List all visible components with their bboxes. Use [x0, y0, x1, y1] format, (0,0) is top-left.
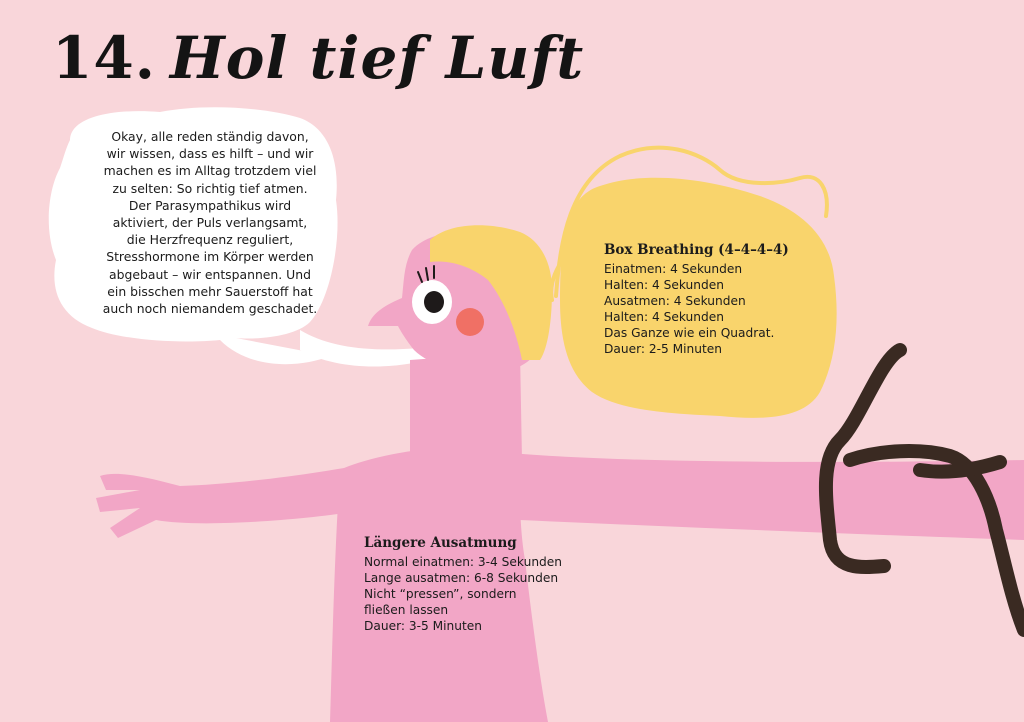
bubble-line: ein bisschen mehr Sauerstoff hat	[107, 283, 313, 299]
bubble-line: machen es im Alltag trotzdem viel	[103, 163, 317, 179]
box-breathing-line: Halten: 4 Sekunden	[604, 310, 724, 324]
box-breathing-line: Halten: 4 Sekunden	[604, 278, 724, 292]
longer-exhale-line: Lange ausatmen: 6-8 Sekunden	[364, 571, 559, 585]
box-breathing-section	[604, 241, 824, 357]
speech-bubble-text	[90, 128, 330, 317]
bubble-line: zu selten: So richtig tief atmen.	[112, 180, 308, 196]
bubble-line: aktiviert, der Puls verlangsamt,	[112, 215, 308, 231]
bubble-line: Okay, alle reden ständig davon,	[111, 129, 309, 144]
bubble-line: auch noch niemandem geschadet.	[102, 301, 318, 317]
bubble-line: wir wissen, dass es hilft – und wir	[106, 146, 314, 162]
page-title	[52, 24, 584, 92]
bubble-line: Der Parasympathikus wird	[128, 197, 292, 213]
bubble-line: Stresshormone im Körper werden	[106, 249, 314, 265]
longer-exhale-section	[364, 534, 584, 634]
box-breathing-line: Das Ganze wie ein Quadrat.	[604, 326, 775, 340]
longer-exhale-line: Dauer: 3-5 Minuten	[364, 619, 482, 633]
box-breathing-line: Ausatmen: 4 Sekunden	[604, 294, 746, 308]
box-breathing-line: Dauer: 2-5 Minuten	[604, 342, 722, 356]
title-number: 14.	[52, 24, 156, 92]
longer-exhale-line: Nicht “pressen”, sondern	[364, 587, 517, 601]
bubble-line: die Herzfrequenz reguliert,	[126, 232, 294, 248]
longer-exhale-title: Längere Ausatmung	[364, 535, 517, 551]
title-text: Hol tief Luft	[169, 24, 585, 92]
longer-exhale-line: fließen lassen	[364, 603, 449, 617]
box-breathing-line: Einatmen: 4 Sekunden	[604, 262, 743, 276]
bubble-line: abgebaut – wir entspannen. Und	[109, 266, 311, 282]
longer-exhale-line: Normal einatmen: 3-4 Sekunden	[364, 555, 563, 569]
box-breathing-title: Box Breathing (4–4–4–4)	[604, 242, 789, 258]
